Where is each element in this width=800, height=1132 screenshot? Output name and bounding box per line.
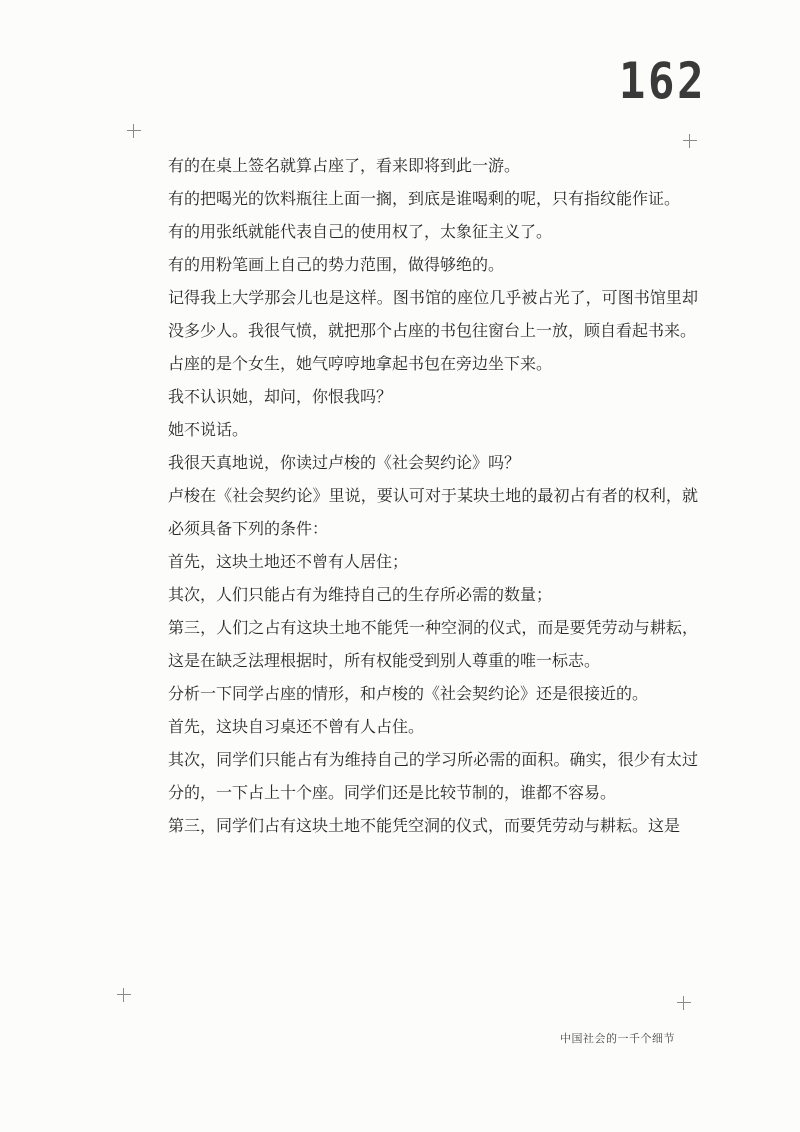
crop-mark-bottom-right <box>677 996 691 1010</box>
paragraph: 有的在桌上签名就算占座了，看来即将到此一游。 <box>168 156 521 175</box>
paragraph: 有的用粉笔画上自己的势力范围，做得够绝的。 <box>168 255 505 274</box>
page-number: 162 <box>618 52 706 110</box>
paragraph: 占座的是个女生，她气哼哼地拿起书包在旁边坐下来。 <box>168 354 553 373</box>
running-footer: 中国社会的一千个细节 <box>560 1032 675 1045</box>
paragraph: 首先，这块土地还不曾有人居住； <box>168 552 409 571</box>
paragraph: 卢梭在《社会契约论》里说，要认可对于某块土地的最初占有者的权利，就必须具备下列的条件： <box>168 486 698 538</box>
paragraph: 有的用张纸就能代表自己的使用权了，太象征主义了。 <box>168 222 553 241</box>
body-text <box>120 149 698 842</box>
paragraph: 首先，这块自习桌还不曾有人占住。 <box>168 717 425 736</box>
crop-mark-top-left <box>127 124 141 138</box>
paragraph: 第三，同学们占有这块土地不能凭空洞的仪式，而要凭劳动与耕耘。这是 <box>168 816 681 835</box>
paragraph: 我很天真地说，你读过卢梭的《社会契约论》吗？ <box>168 453 521 472</box>
crop-mark-bottom-left <box>117 988 131 1002</box>
paragraph: 有的把喝光的饮料瓶往上面一搁，到底是谁喝剩的呢，只有指纹能作证。 <box>168 189 681 208</box>
paragraph: 她不说话。 <box>168 420 249 439</box>
paragraph: 其次，同学们只能占有为维持自己的学习所必需的面积。确实，很少有太过分的，一下占上十个座。同学们还是比较节制的，谁都不容易。 <box>168 750 698 802</box>
paragraph: 第三，人们之占有这块土地不能凭一种空洞的仪式，而是要凭劳动与耕耘，这是在缺乏法理根据时，所有权能受到别人尊重的唯一标志。 <box>168 618 698 670</box>
paragraph: 我不认识她，却问，你恨我吗？ <box>168 387 393 406</box>
paragraph: 其次，人们只能占有为维持自己的生存所必需的数量； <box>168 585 553 604</box>
paragraph: 分析一下同学占座的情形，和卢梭的《社会契约论》还是很接近的。 <box>168 684 649 703</box>
paragraph: 记得我上大学那会儿也是这样。图书馆的座位几乎被占光了，可图书馆里却没多少人。我很气愤，就把那个占座的书包往窗台上一放，顾自看起书来。 <box>168 288 698 340</box>
crop-mark-top-right <box>683 134 697 148</box>
